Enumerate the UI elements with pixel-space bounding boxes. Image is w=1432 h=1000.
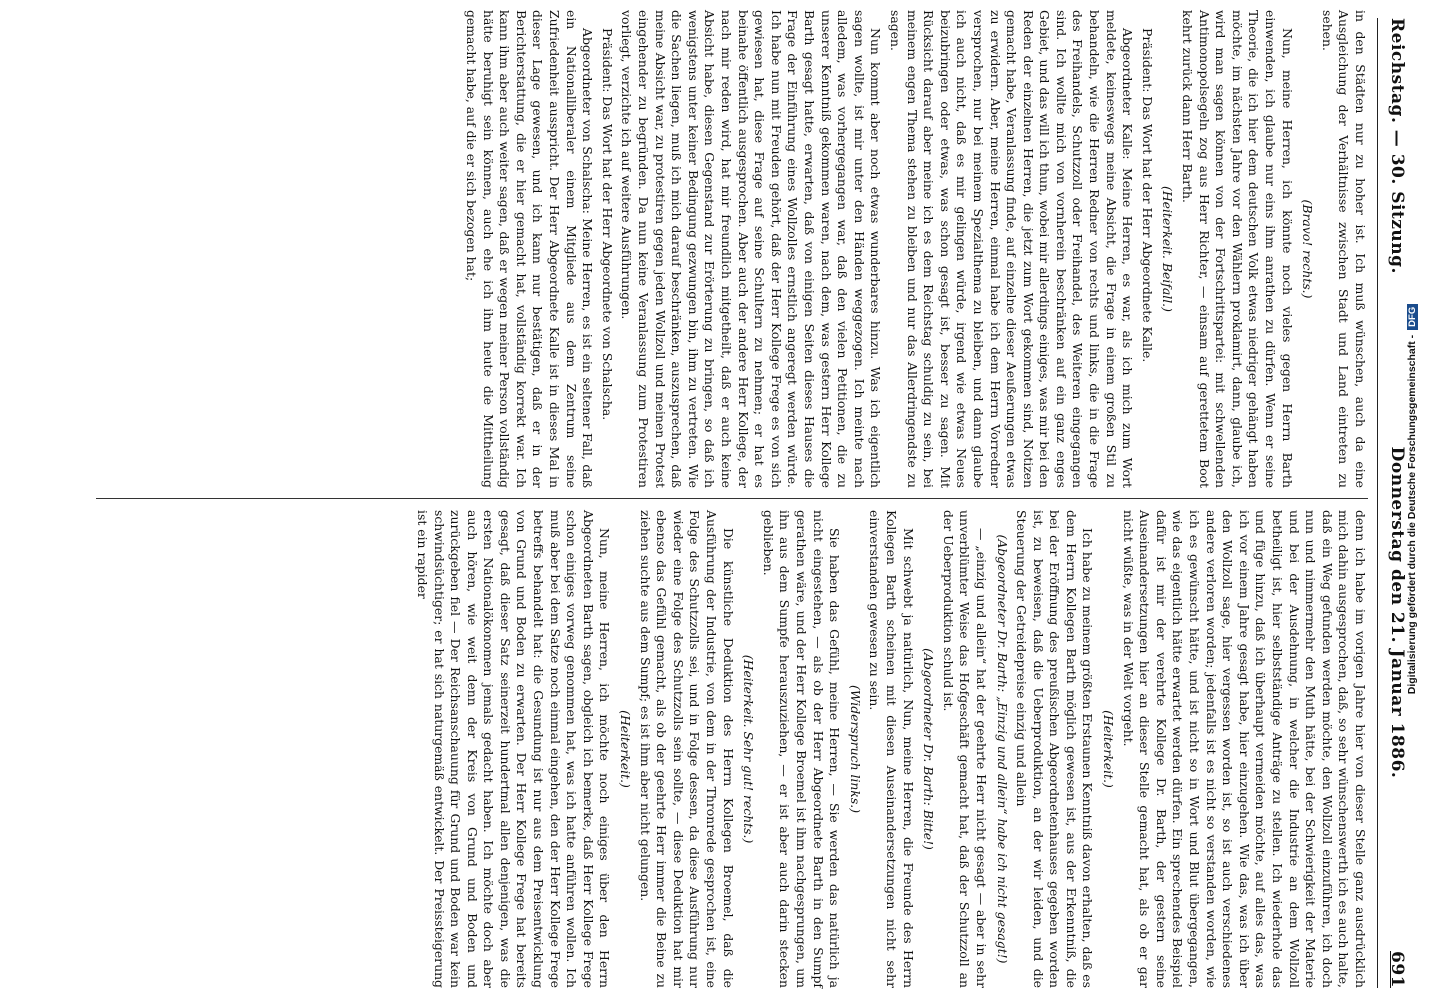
stage-direction: (Abgeordneter Dr. Barth: Bitte!) — [921, 648, 937, 850]
paragraph: in den Städten nur zu hoher ist. Ich muß wünschen, auch da eine Ausgleichung der Verhältnisse zwischen Stadt und Land eintreten zu sehen. — [1319, 10, 1368, 488]
paragraph: Ich habe zu meinem größten Erstaunen Kenntniß davon erhalten, daß es dem Herrn Kollegen Barth möglich gewesen ist, aus der Erkenntniß, die bei der Eröffnung des preußischen Abgeordnetenhauses gegeben worden ist, zu beweisen, daß die Ueberproduktion, an der wir leiden, und die Steuerung der Getreidepreise einzig und allein — [1014, 510, 1096, 988]
column-divider — [96, 498, 1368, 499]
paragraph: Abgeordneter Kalle: Meine Herren, es war, als ich mich zum Wort meldete, keineswegs meine Absicht, die Frage in einem großen Stil zu behandeln, wie die Herren Redner von rechts und links, die in die Frage des Freihandels, Schutzzoll oder Freihandel, des Weiteren eingegangen sind. Ich wollte mich von vornherein beschränken auf ein ganz enges Gebiet, und das will ich thun, wobei mir allerdings einiges, was mir bei den Reden der einzelnen Herren, die jetzt zum Wort gekommen sind, Notizen gemacht habe, Veranlassung finde, auf einzelne dieser Aeußerungen etwas zu erwidern. Aber, meine Herren, einmal habe ich dem Herrn Vorredner versprochen, nur bei meinem Spezialthema zu bleiben, und dann glaube ich auch nicht, daß es mir gelingen würde, irgend wie etwas Neues beizubringen oder etwas, was schon gesagt ist, besser zu sagen. Mit Rücksicht darauf aber meine ich es dem Reichstag schuldig zu sein, bei meinem engen Thema stehen zu bleiben und nur das Allerdringendste zu sagen. — [887, 10, 1136, 488]
right-text-column — [410, 510, 1368, 988]
digitization-credit — [1406, 4, 1418, 994]
stage-direction: (Heiterkeit.) — [1101, 710, 1117, 788]
paragraph: Die künstliche Deduktion des Herrn Kollegen Broemel, daß die Ausführung der Industrie, von dem in der Thronrede gesprochen ist, eine Folge des Schutzzolls sei, und in Folge dessen, da diese Ausführung nur wieder eine Folge des Schutzzolls sein sollte, — diese Deduktion hat mir ebenso das Gefühl gemacht, als ob der geehrte Herr immer die Beine zu ziehen suchte aus dem Sumpf; es ist ihm aber nicht gelungen. — [637, 510, 736, 988]
stage-direction: (Heiterkeit.) — [618, 710, 634, 788]
paragraph: Mit schwebt ja natürlich, Nun, meine Herren, die Freunde des Herrn Kollegen Barth scheinen mit diesen Auseinandersetzungen nicht sehr einverstanden gewesen zu sein. — [867, 510, 916, 988]
page-number: 691 — [1387, 950, 1407, 988]
stage-direction: (Heiterkeit. Sehr gut! rechts.) — [741, 654, 757, 844]
header-date: Donnerstag den 21. Januar 1886. — [1387, 446, 1407, 779]
paragraph: Präsident: Das Wort hat der Herr Abgeordnete Kalle. — [1139, 28, 1155, 363]
paragraph: denn ich habe im vorigen Jahre hier von dieser Stelle ganz ausdrücklich mich dahin ausgesprochen, daß, so sehr wünschenswerth ich es auch halte, daß ein Weg gefunden werden möchte, den Wollzoll einzuführen, ich doch nun und nimmermehr den Muth hätte, bei der Schwierigkeit der Materie und bei der Ausdehnung, in welcher die Industrie an dem Wollzoll betheiligt ist, hier selbstständige Anträge zu stellen. Ich wiederhole das und füge hinzu, daß ich überhaupt vermeiden möchte, auf alles das, was ich vor einem Jahre gesagt habe, hier einzugehen. Wie das, was ich über den Wollzoll sage, hier vergessen worden ist, so ist auch verschiedenes andere verloren worden; jedenfalls ist es nicht so verstanden worden, wie ich es gewünscht hätte, und ist nicht so in Wort und Blut übergegangen, wie das eigentlich hätte erwartet werden dürfen. Ein sprechendes Beispiel dafür ist mir der verehrte Kollege Dr. Barth, der gestern seine Auseinandersetzungen hier an dieser Stelle gemacht hat, als ob er gar nicht wüßte, was in der Welt vorgeht. — [1120, 510, 1368, 988]
stage-direction: (Bravo! rechts.) — [1300, 199, 1316, 299]
header-session: Reichstag. — 30. Sitzung. — [1387, 18, 1407, 274]
stage-direction: (Heiterkeit. Beifall.) — [1160, 186, 1176, 312]
stage-direction: (Abgeordneter Dr. Barth: „Einzig und allein“ habe ich nicht gesagt!) — [994, 534, 1010, 964]
paragraph: Sie haben das Gefühl, meine Herren, — Sie werden das natürlich ja nicht eingestehen, — als ob der Herr Abgeordnete Barth in den Sumpf gerathen wäre, und der Herr Kollege Broemel ist ihm nachgesprungen, um ihn aus dem Sumpfe herauszuziehen, — er ist aber auch darin stecken geblieben. — [760, 510, 843, 988]
paragraph: Abgeordneter von Schalscha: Meine Herren, es ist ein seltener Fall, daß ein Nationalliberaler einem Mitgliede aus dem Zentrum seine Zufriedenheit ausspricht. Der Herr Abgeordnete Kalle ist in dieses Mal in dieser Lage gewesen, und ich kann nur bestätigen, daß er in der Berichterstattung, die er hier gemacht hat, vollständig korrekt war. Ich kann ihm aber auch weiter sagen, daß er wegen meiner Person vollständig hätte beruhigt sein können, auch ehe ich ihm heute die Mittheilung gemacht habe, auf die er sich bezogen hat; — [464, 10, 596, 488]
dfg-logo: DFG — [1407, 304, 1418, 330]
left-text-column — [460, 10, 1368, 488]
paragraph: Nun kommt aber noch etwas wunderbares hinzu. Was ich eigentlich sagen wollte, ist mir unter den Händen weggezogen. Ich meinte nach alledem, was vorhergegangen war, daß den vielen Petitionen, die zu unserer Kenntniß gekommen waren, nach dem, was gestern Herr Kollege Barth gesagt hatte, erwarten, daß von einigen Seiten dieses Hauses die Frage der Einführung eines Wollzolles ernstlich angeregt werden würde. Ich habe nun mit Freuden gehört, daß der Herr Kollege Frege es von sich gewiesen hat, diese Frage auf seine Schultern zu nehmen; er hat es beinahe öffentlich ausgesprochen. Aber auch der andere Herr Kollege, der nach mir reden wird, hat mir freundlich mitgetheilt, daß er auch keine Absicht habe, diesen Gegenstand zur Erörterung zu bringen, so daß ich wenigstens unter keiner Bedingung gezwungen bin, ihm zu vertreten. Wie die Sachen liegen, muß ich mich darauf beschränken, auszusprechen, daß meine Absicht war, zu protestiren gegen jeden Wollzoll und meinen Protest eingehender zu begründen. Da nun keine Veranlassung zum Protestiren vorliegt, verzichte ich auf weitere Ausführungen. — [619, 10, 884, 488]
stage-direction: (Widerspruch links.) — [847, 684, 863, 814]
credit-text: Digitalisierung gefördert durch die Deutsche Forschungsgemeinschaft - — [1406, 334, 1418, 695]
paragraph: Präsident: Das Wort hat der Herr Abgeordnete von Schalscha. — [599, 28, 615, 421]
paragraph: — „einzig und allein“ hat der geehrte Herr nicht gesagt — aber in sehr unverblümter Weise das Hofgeschäft gemacht hat, daß der Schutzzoll an der Ueberproduktion schuld ist. — [940, 510, 989, 988]
scanned-page — [16, 8, 1416, 988]
paragraph: Nun, meine Herren, ich möchte noch einiges über den Herrn Abgeordneten Barth sagen, obgleich ich bemerke, daß Herr Kollege Frege schon einiges vorweg genommen hat, was ich hatte anführen wollen. Ich muß aber bei dem Satze noch einmal eingehen, den der Herr Kollege Frege betreffs behandelt hat: die Gesundung ist nur aus dem Preisentwicklung von Grund und Boden zu erwarten. Der Herr Kollege Frege hat bereits gesagt, daß dieser Satz seinerzeit hundertmal allen denjenigen, was die ersten Nationalökonomen jemals gedacht haben. Ich möchte doch aber auch hören, wie weit denn der Kreis von Grund und Boden und zurückgeben fiel — Der Reichsanschauung für Grund und Boden war kein schwindsüchtiger; er hat sich naturgemäß entwickelt. Der Preissteigerung ist ein rapider — [414, 510, 613, 988]
paragraph: Nun, meine Herren, ich könnte noch vieles gegen Herrn Barth einwenden, ich glaube nur eins ihm anrathen zu dürfen. Wenn er seine Theorie, die ich hier dem deutschen Volk etwas niedriger gehängt haben möchte, im nächsten Jahre vor den Wählern proklamirt, dann, glaube ich, wird man sagen können von der Fortschrittspartei: mit schwellenden Antimonopolsegeln zog aus Herr Richter, — einsam auf gerettetem Boot kehrt zurück dann Herr Barth. — [1180, 10, 1295, 488]
